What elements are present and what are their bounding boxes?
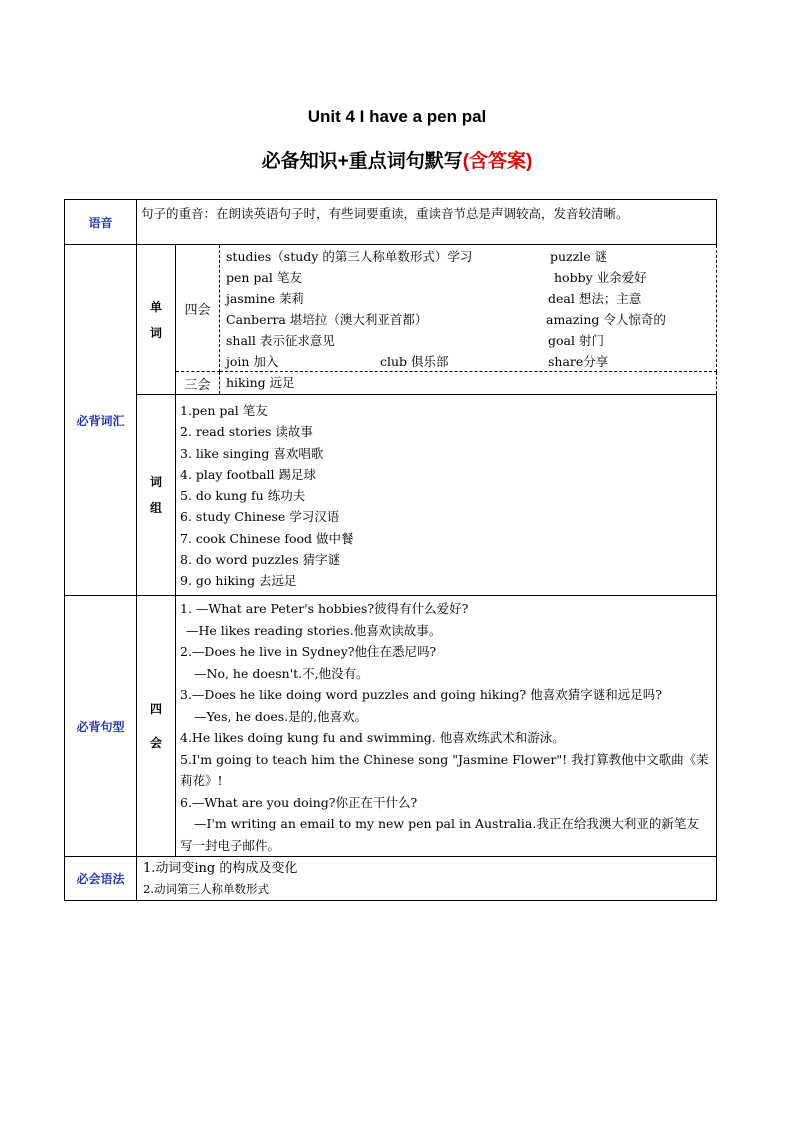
pronunciation-rule: 句子的重音：在朗读英语句子时，有些词要重读，重读音节总是声调较高，发音较清晰。 [141,206,629,221]
sentence-line: 2.—Does he live in Sydney?他住在悉尼吗? [180,644,437,659]
word-item: amazing 令人惊奇的 [546,312,666,327]
sentence-line: 写一封电子邮件。 [180,837,281,853]
words-label-text: 单词 [149,299,162,340]
sentence-line: 4.He likes doing kung fu and swimming. 他喜欢练武术和游泳。 [180,730,565,745]
page-title: Unit 4 I have a pen pal [307,107,487,126]
sentence-line: 1. —What are Peter's hobbies?彼得有什么爱好? [180,601,469,616]
word-item: share分享 [548,354,609,369]
phrases-label-text: 词组 [149,475,162,515]
category-grammar: 必会语法 [65,857,137,901]
phrase-item: 5. do kung fu 练功夫 [180,488,306,504]
subtitle-main: 必备知识+重点词句默写 [261,151,463,172]
word-item: studies（study 的第三人称单数形式）学习 [226,249,473,264]
word-item: Canberra 堪培拉（澳大利亚首都） [226,312,428,327]
category-sentences: 必背句型 [65,596,137,857]
phrase-item: 6. study Chinese 学习汉语 [180,509,340,525]
phrase-item: 9. go hiking 去远足 [180,573,297,589]
word-item: join 加入 [226,354,279,369]
category-pronunciation: 语音 [65,200,137,245]
word-item: hiking 远足 [226,375,295,390]
phrase-item: 7. cook Chinese food 做中餐 [180,530,354,546]
word-item: deal 想法；主意 [548,291,642,306]
word-item: goal 射门 [548,333,604,348]
three-skill-words [220,372,717,395]
sentence-line: 莉花》! [180,773,223,788]
four-skill-label: 四会 [176,245,220,372]
phrase-item: 3. like singing 喜欢唱歌 [180,445,324,461]
word-item: shall 表示征求意见 [226,333,335,348]
page-subtitle [0,146,794,173]
three-skill-label: 三会 [176,372,220,395]
phrase-item: 8. do word puzzles 猜字谜 [180,552,341,568]
four-skill-words [220,245,717,372]
words-label [137,245,176,395]
word-item: club 俱乐部 [380,354,449,369]
sentence-line: —Yes, he does.是的,他喜欢。 [194,708,368,724]
sentence-line: —I'm writing an email to my new pen pal in Australia.我正在给我澳大利亚的新笔友 [194,816,699,831]
sentence-line: 5.I'm going to teach him the Chinese song "Jasmine Flower"! 我打算教他中文歌曲《茉 [180,751,709,767]
sentence-line: —No, he doesn't.不,他没有。 [194,665,369,681]
word-item: jasmine 茉莉 [226,291,305,306]
phrase-list [176,395,717,596]
word-item: pen pal 笔友 [226,270,302,285]
phrase-item: 4. play football 踢足球 [180,466,317,482]
sentence-line: —He likes reading stories.他喜欢读故事。 [186,622,442,638]
phrase-item: 1.pen pal 笔友 [180,403,268,418]
word-item: hobby 业余爱好 [554,270,647,285]
sentence-line: 6.—What are you doing?你正在干什么? [180,794,418,810]
pronunciation-text [137,200,717,245]
sentence-list [176,596,717,857]
phrase-item: 2. read stories 读故事 [180,424,313,440]
subtitle-answer-note: (含答案) [462,151,533,172]
knowledge-table [64,199,717,901]
word-item: puzzle 谜 [550,249,608,264]
phrases-label [137,395,176,596]
sentences-label-text: 四会 [149,702,162,750]
grammar-item: 1.动词变ing 的构成及变化 [143,861,298,876]
sentence-line: 3.—Does he like doing word puzzles and going hiking? 他喜欢猜字谜和远足吗? [180,687,662,702]
grammar-item: 2.动词第三人称单数形式 [143,882,269,896]
sentences-label [137,596,176,857]
category-vocab: 必背词汇 [65,245,137,596]
grammar-list [137,857,717,901]
